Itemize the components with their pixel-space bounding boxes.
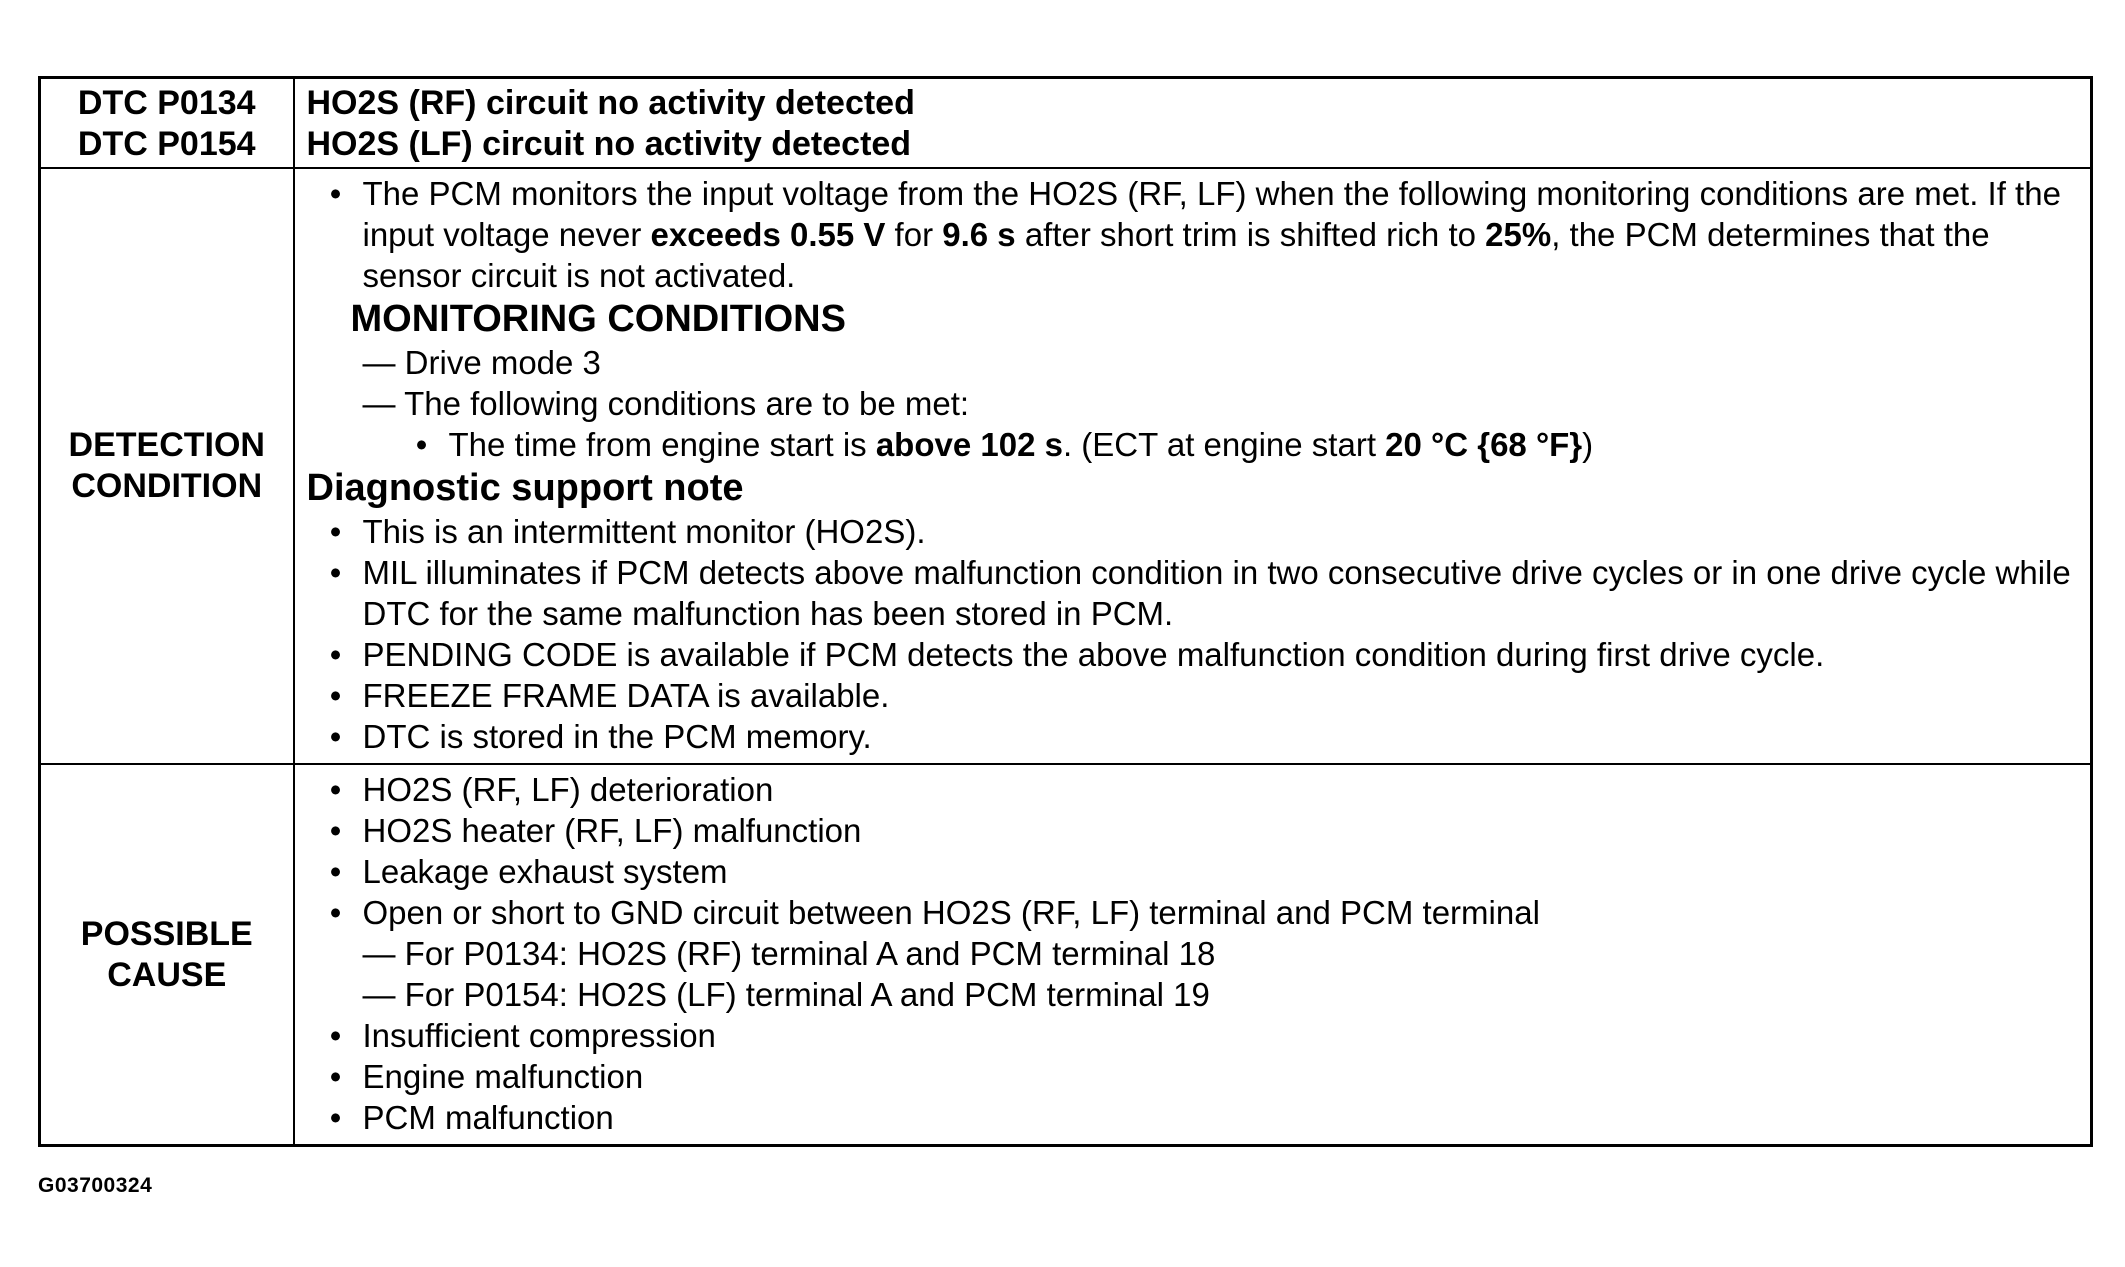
list-item: • DTC is stored in the PCM memory. (307, 716, 2079, 757)
dtc-description-cell (294, 78, 2092, 169)
list-item: • PCM malfunction (307, 1097, 2079, 1138)
bullet-icon: • (329, 677, 342, 714)
diagnostic-support-heading: Diagnostic support note (306, 467, 744, 509)
list-item: • PENDING CODE is available if PCM detects the above malfunction condition during first drive cycle. (307, 634, 2079, 675)
list-item: • HO2S heater (RF, LF) malfunction (307, 810, 2079, 851)
detection-label: CONDITION (71, 467, 263, 505)
dtc-code-cell (40, 78, 294, 169)
dtc-description: HO2S (LF) circuit no activity detected (306, 125, 912, 163)
bullet-icon: • (329, 812, 342, 849)
dtc-code: DTC P0134 (77, 84, 256, 122)
list-item: • Insufficient compression (307, 1015, 2079, 1056)
bullet-icon: • (329, 1099, 342, 1136)
detection-label: DETECTION (68, 426, 265, 464)
bullet-icon: • (329, 554, 342, 591)
list-item: — The following conditions are to be met: (362, 385, 970, 422)
list-item: • The time from engine start is above 102 s. (ECT at engine start 20 °C {68 °F}) (307, 424, 2079, 465)
bullet-icon: • (329, 853, 342, 890)
detection-content (294, 168, 2092, 764)
list-item: • The PCM monitors the input voltage from the HO2S (RF, LF) when the following monitoring conditions are met. If the input voltage never exceeds 0.55 V for 9.6 s after short trim is shifted rich to 25%, the PCM determines that the sensor circuit is not activated. (307, 173, 2079, 296)
possible-cause-label-cell (40, 764, 294, 1146)
bullet-icon: • (329, 771, 342, 808)
list-item: • HO2S (RF, LF) deterioration (307, 769, 2079, 810)
list-item: • MIL illuminates if PCM detects above malfunction condition in two consecutive drive cycles or in one drive cycle while DTC for the same malfunction has been stored in PCM. (307, 552, 2079, 634)
bullet-icon: • (329, 1058, 342, 1095)
list-item: — For P0154: HO2S (LF) terminal A and PCM terminal 19 (362, 976, 1210, 1013)
bullet-icon: • (329, 1017, 342, 1054)
bullet-icon: • (415, 426, 428, 463)
possible-cause-label: POSSIBLE (80, 914, 253, 953)
figure-id: G03700324 (38, 1174, 153, 1197)
list-item: • This is an intermittent monitor (HO2S). (307, 511, 2079, 552)
list-item: • FREEZE FRAME DATA is available. (307, 675, 2079, 716)
dtc-table (38, 76, 2093, 1147)
bullet-icon: • (329, 718, 342, 755)
detection-label-cell (40, 168, 294, 764)
list-item: • Engine malfunction (307, 1056, 2079, 1097)
list-item: • Open or short to GND circuit between HO2S (RF, LF) terminal and PCM terminal (307, 892, 2079, 933)
list-item: • Leakage exhaust system (307, 851, 2079, 892)
bullet-icon: • (329, 636, 342, 673)
possible-cause-row (40, 764, 2092, 1146)
monitoring-conditions-heading: MONITORING CONDITIONS (350, 298, 846, 340)
bullet-icon: • (329, 175, 342, 212)
possible-cause-content (294, 764, 2092, 1146)
dtc-description: HO2S (RF) circuit no activity detected (306, 84, 915, 122)
list-item: — Drive mode 3 (362, 344, 601, 381)
bullet-icon: • (329, 513, 342, 550)
dtc-code: DTC P0154 (77, 125, 256, 163)
header-row (40, 78, 2092, 169)
detection-row (40, 168, 2092, 764)
list-item: — For P0134: HO2S (RF) terminal A and PCM terminal 18 (362, 935, 1216, 972)
bullet-icon: • (329, 894, 342, 931)
possible-cause-label: CAUSE (107, 955, 227, 994)
